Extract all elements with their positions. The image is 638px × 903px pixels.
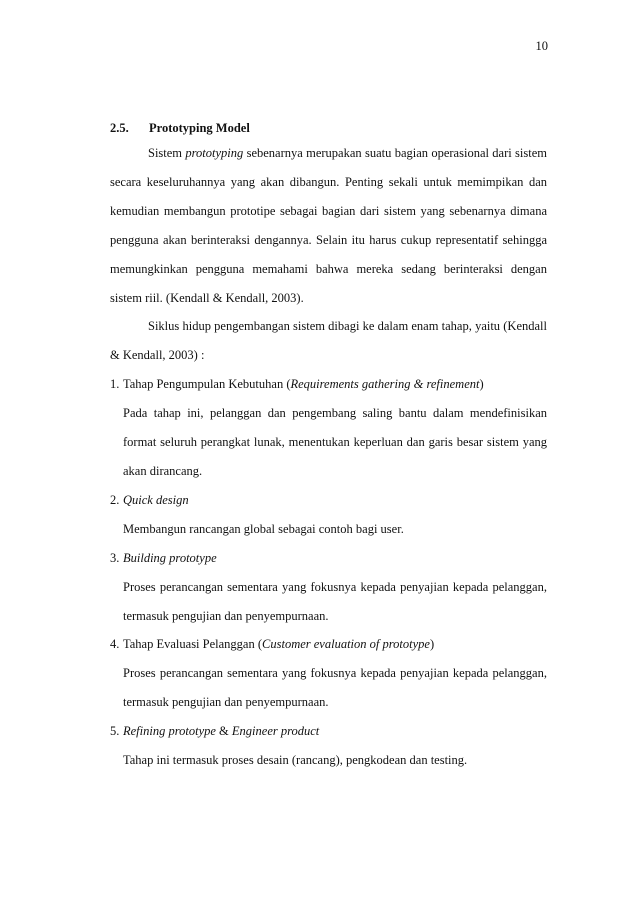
- list-item: [110, 370, 547, 486]
- list-item-text: &: [215, 724, 232, 739]
- list-item-number: 3.: [110, 550, 120, 565]
- paragraph-life-cycle: Siklus hidup pengembangan sistem dibagi ke dalam enam tahap, yaitu (Kendall & Kendall, 2003) :: [110, 319, 547, 363]
- list-item-text: ): [429, 637, 435, 652]
- list-item-italic: Building prototype: [123, 550, 217, 565]
- page-number: 10: [535, 39, 548, 53]
- list-item-label: [110, 630, 547, 659]
- list-item-text: Tahap Evaluasi Pelanggan (: [123, 637, 263, 652]
- list-item-label: [110, 717, 547, 746]
- list-item-italic: Requirements gathering & refinement: [290, 377, 480, 392]
- list-item-description: Tahap ini termasuk proses desain (rancang), pengkodean dan testing.: [123, 753, 468, 768]
- paragraph-text: Sistem: [148, 146, 186, 160]
- list-item-number: 5.: [110, 724, 120, 739]
- section-number: 2.5.: [110, 121, 129, 135]
- list-item-number: 2.: [110, 492, 120, 507]
- paragraph-prototyping-definition: [110, 139, 547, 312]
- list-item-description: Proses perancangan sementara yang fokusnya kepada penyajian kepada pelanggan, termasuk pengujian dan penyempurnaan.: [123, 579, 547, 623]
- paragraph-emphasis: prototyping: [185, 146, 244, 160]
- section-title: Prototyping Model: [149, 121, 250, 135]
- list-item-text: Tahap Pengumpulan Kebutuhan (: [123, 377, 291, 392]
- list-item-italic: Engineer product: [231, 724, 320, 739]
- paragraph-text: sebenarnya merupakan suatu bagian operasional dari sistem secara keseluruhannya yang akan dibangun. Penting sekali untuk memimpikan dan kemudian membangun prototipe sebagai bagian dari sistem yang sebenarnya dimana pengguna akan berinteraksi dengannya. Selain itu harus cukup representatif sehingga memungkinkan pengguna memahami bahwa mereka sedang berinteraksi dengan sistem riil. (Kendall & Kendall, 2003).: [110, 146, 547, 305]
- list-item-description: Proses perancangan sementara yang fokusnya kepada penyajian kepada pelanggan, termasuk pengujian dan penyempurnaan.: [123, 666, 547, 710]
- list-item-italic: Customer evaluation of prototype: [262, 637, 430, 652]
- section-heading: [110, 117, 547, 139]
- list-item-italic: Quick design: [123, 492, 189, 507]
- list-item-description: Membangun rancangan global sebagai contoh bagi user.: [123, 521, 404, 536]
- list-item: [110, 630, 547, 717]
- list-item-text: ): [479, 377, 484, 392]
- list-item: [110, 486, 547, 544]
- page-content: [110, 117, 547, 775]
- list-item: [110, 717, 547, 775]
- list-item: [110, 544, 547, 631]
- list-item-label: [110, 370, 547, 399]
- list-item-label: [110, 486, 547, 515]
- list-item-number: 1.: [110, 377, 120, 392]
- list-item-description: Pada tahap ini, pelanggan dan pengembang saling bantu dalam mendefinisikan format seluruh perangkat lunak, menentukan keperluan dan garis besar sistem yang akan dirancang.: [123, 406, 547, 478]
- list-item-number: 4.: [110, 637, 120, 652]
- list-item-italic: Refining prototype: [123, 724, 216, 739]
- list-item-label: [110, 544, 547, 573]
